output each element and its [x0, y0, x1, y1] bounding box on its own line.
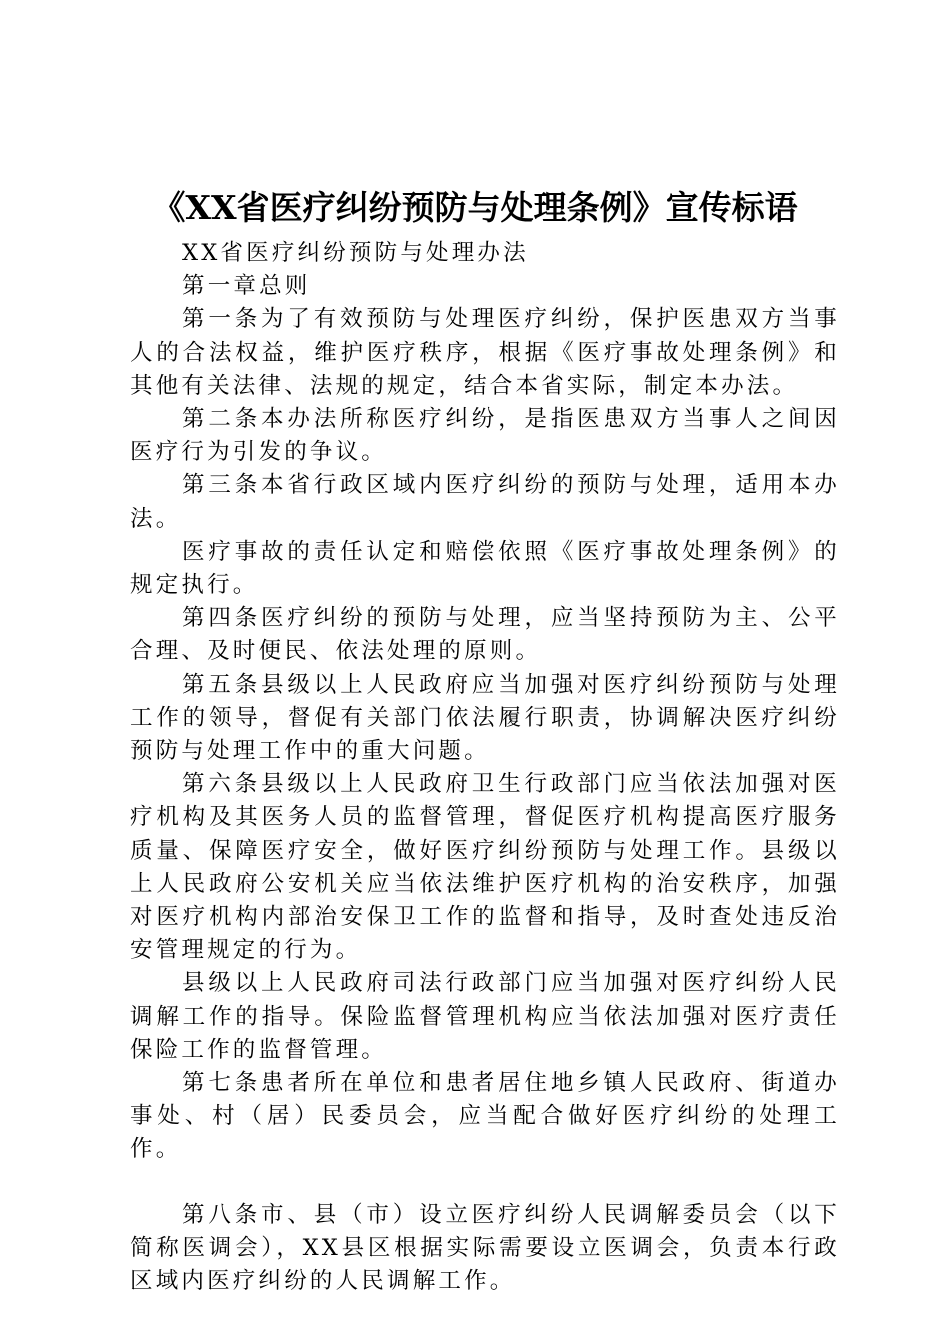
- paragraph-article-4: 第四条医疗纠纷的预防与处理，应当坚持预防为主、公平合理、及时便民、依法处理的原则。: [130, 605, 840, 665]
- paragraph-subtitle: XX省医疗纠纷预防与处理办法: [182, 240, 529, 266]
- paragraph-article-6-clause: 县级以上人民政府司法行政部门应当加强对医疗纠纷人民调解工作的指导。保险监督管理机构应当依法加强对医疗责任保险工作的监督管理。: [130, 970, 840, 1063]
- paragraph-article-3: 第三条本省行政区域内医疗纠纷的预防与处理，适用本办法。: [130, 472, 840, 532]
- paragraph-chapter-heading: 第一章总则: [182, 273, 311, 300]
- document-title: 《XX省医疗纠纷预防与处理条例》宣传标语: [152, 188, 798, 227]
- paragraph-article-5: 第五条县级以上人民政府应当加强对医疗纠纷预防与处理工作的领导，督促有关部门依法履行职责，协调解决医疗纠纷预防与处理工作中的重大问题。: [130, 671, 840, 765]
- paragraph-article-6: 第六条县级以上人民政府卫生行政部门应当依法加强对医疗机构及其医务人员的监督管理，督促医疗机构提高医疗服务质量、保障医疗安全，做好医疗纠纷预防与处理工作。县级以上人民政府公安机关应当依法维护医疗机构的治安秩序，加强对医疗机构内部治安保卫工作的监督和指导，及时查处违反治安管理规定的行为。: [130, 771, 840, 964]
- document-body: [130, 237, 840, 1298]
- paragraph-article-3-clause: 医疗事故的责任认定和赔偿依照《医疗事故处理条例》的规定执行。: [130, 538, 840, 599]
- paragraph-article-1: 第一条为了有效预防与处理医疗纠纷，保护医患双方当事人的合法权益，维护医疗秩序，根据《医疗事故处理条例》和其他有关法律、法规的规定，结合本省实际，制定本办法。: [130, 306, 840, 399]
- paragraph-article-7: 第七条患者所在单位和患者居住地乡镇人民政府、街道办事处、村（居）民委员会，应当配合做好医疗纠纷的处理工作。: [130, 1070, 840, 1163]
- paragraph-article-2: 第二条本办法所称医疗纠纷，是指医患双方当事人之间因医疗行为引发的争议。: [130, 406, 840, 466]
- paragraph-article-8: 第八条市、县（市）设立医疗纠纷人民调解委员会（以下简称医调会），XX县区根据实际需要设立医调会，负责本行政区域内医疗纠纷的人民调解工作。: [130, 1201, 840, 1295]
